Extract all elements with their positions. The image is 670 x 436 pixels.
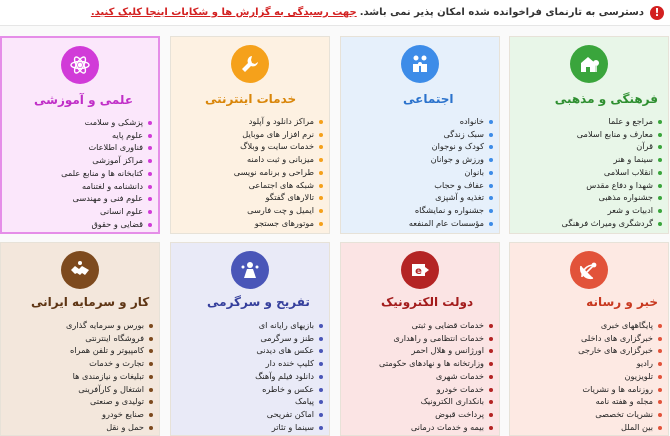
category-link[interactable]: مراجع و علما — [562, 115, 662, 128]
category-link[interactable]: خانواده — [409, 115, 493, 128]
category-links — [66, 319, 153, 433]
error-banner — [0, 0, 670, 26]
category-link[interactable]: طنز و سرگرمی — [255, 332, 323, 345]
handshake-icon — [61, 251, 99, 289]
category-link[interactable]: ورزش و جوانان — [409, 153, 493, 166]
category-link[interactable]: فروشگاه اینترنتی — [66, 332, 153, 345]
category-card-internet-services[interactable] — [170, 36, 330, 234]
category-links — [255, 319, 323, 433]
category-link[interactable]: خبرگزاری های خارجی — [578, 344, 662, 357]
category-link[interactable]: خدمات خودرو — [379, 383, 493, 396]
category-link[interactable]: جشنواره مذهبی — [562, 191, 662, 204]
category-title[interactable]: دولت الکترونیک — [381, 295, 474, 309]
category-link[interactable]: معارف و منابع اسلامی — [562, 128, 662, 141]
category-link[interactable]: تلویزیون — [578, 370, 662, 383]
family-icon — [401, 45, 439, 83]
category-card-science[interactable] — [0, 36, 160, 234]
category-link[interactable]: بانکداری الکترونیک — [379, 395, 493, 408]
category-link[interactable]: علوم پایه — [61, 129, 152, 142]
category-links — [578, 319, 662, 433]
category-links — [61, 116, 152, 230]
category-link[interactable]: خبرگزاری های داخلی — [578, 332, 662, 345]
category-link[interactable]: عفاف و حجاب — [409, 179, 493, 192]
entertainment-icon — [231, 251, 269, 289]
category-link[interactable]: بیمه و خدمات درمانی — [379, 421, 493, 434]
category-link[interactable]: خدمات شهری — [379, 370, 493, 383]
category-link[interactable]: صنایع خودرو — [66, 408, 153, 421]
category-link[interactable]: نرم افزار های موبایل — [234, 128, 323, 141]
category-link[interactable]: انقلاب اسلامی — [562, 166, 662, 179]
category-link[interactable]: کودک و نوجوان — [409, 140, 493, 153]
category-link[interactable]: بورس و سرمایه گذاری — [66, 319, 153, 332]
category-links — [234, 115, 323, 229]
category-link[interactable]: بانوان — [409, 166, 493, 179]
category-link[interactable]: اشتغال و کارآفرینی — [66, 383, 153, 396]
satellite-dish-icon — [570, 251, 608, 289]
category-link[interactable]: مراکز دانلود و آپلود — [234, 115, 323, 128]
category-title[interactable]: خبر و رسانه — [586, 295, 658, 309]
category-link[interactable]: حمل و نقل — [66, 421, 153, 434]
category-card-business[interactable] — [0, 242, 160, 436]
e-government-icon — [401, 251, 439, 289]
category-link[interactable]: طراحی و برنامه نویسی — [234, 166, 323, 179]
category-link[interactable]: اورژانس و هلال احمر — [379, 344, 493, 357]
category-links — [379, 319, 493, 433]
category-link[interactable]: خدمات انتظامی و راهداری — [379, 332, 493, 345]
category-link[interactable]: تالارهای گفتگو — [234, 191, 323, 204]
category-link[interactable]: تبلیغات و نیازمندی ها — [66, 370, 153, 383]
category-links — [409, 115, 493, 229]
atom-icon — [61, 46, 99, 84]
category-link[interactable]: وزارتخانه ها و نهادهای حکومتی — [379, 357, 493, 370]
category-title[interactable]: کار و سرمایه ایرانی — [31, 295, 150, 309]
wrench-icon — [231, 45, 269, 83]
category-link[interactable]: کلیپ خنده دار — [255, 357, 323, 370]
category-link[interactable]: ایمیل و چت فارسی — [234, 204, 323, 217]
category-link[interactable]: اماکن تفریحی — [255, 408, 323, 421]
category-link[interactable]: مراکز آموزشی — [61, 154, 152, 167]
category-link[interactable]: علوم فنی و مهندسی — [61, 192, 152, 205]
category-title[interactable]: اجتماعی — [403, 92, 454, 106]
category-link[interactable]: پزشکی و سلامت — [61, 116, 152, 129]
category-link[interactable]: سینما و هنر — [562, 153, 662, 166]
category-link[interactable]: خدمات سایت و وبلاگ — [234, 140, 323, 153]
category-link[interactable]: پیامک — [255, 395, 323, 408]
category-link[interactable]: رادیو — [578, 357, 662, 370]
category-link[interactable]: دانلود فیلم وآهنگ — [255, 370, 323, 383]
category-link[interactable]: موتورهای جستجو — [234, 217, 323, 230]
category-link[interactable]: قرآن — [562, 140, 662, 153]
category-link[interactable]: بین الملل — [578, 421, 662, 434]
category-link[interactable]: سبک زندگی — [409, 128, 493, 141]
category-link[interactable]: پرداخت قبوض — [379, 408, 493, 421]
category-link[interactable]: شهدا و دفاع مقدس — [562, 179, 662, 192]
category-card-entertainment[interactable] — [170, 242, 330, 436]
category-link[interactable]: قضایی و حقوق — [61, 218, 152, 231]
category-link[interactable]: شبکه های اجتماعی — [234, 179, 323, 192]
category-link[interactable]: علوم انسانی — [61, 205, 152, 218]
category-title[interactable]: خدمات اینترنتی — [205, 92, 297, 106]
category-link[interactable]: گردشگری ومیراث فرهنگی — [562, 217, 662, 230]
category-link[interactable]: عکس های دیدنی — [255, 344, 323, 357]
category-link[interactable]: خدمات قضایی و ثبتی — [379, 319, 493, 332]
category-link[interactable]: کامپیوتر و تلفن همراه — [66, 344, 153, 357]
category-link[interactable]: تجارت و خدمات — [66, 357, 153, 370]
category-title[interactable]: فرهنگی و مذهبی — [554, 92, 658, 106]
category-links — [562, 115, 662, 229]
category-link[interactable]: جشنواره و نمایشگاه — [409, 204, 493, 217]
warning-icon: ! — [650, 6, 664, 20]
category-link[interactable]: مجله و هفته نامه — [578, 395, 662, 408]
category-title[interactable]: علمی و آموزشی — [34, 93, 134, 107]
category-link[interactable]: مؤسسات عام المنفعه — [409, 217, 493, 230]
category-link[interactable]: پایگاههای خبری — [578, 319, 662, 332]
category-title[interactable]: تفریح و سرگرمی — [207, 295, 310, 309]
banner-text: دسترسی به تارنمای فراخوانده شده امکان پذیر نمی باشد. — [359, 7, 644, 18]
category-link[interactable]: روزنامه ها و نشریات — [578, 383, 662, 396]
category-card-culture[interactable] — [509, 36, 669, 234]
category-link[interactable]: میزبانی و ثبت دامنه — [234, 153, 323, 166]
house-tree-icon — [570, 45, 608, 83]
category-link[interactable]: سینما و تئاتر — [255, 421, 323, 434]
category-card-social[interactable] — [340, 36, 500, 234]
report-link[interactable]: جهت رسیدگی به گزارش ها و شکایات اینجا کلیک کنید. — [90, 7, 357, 18]
category-link[interactable]: تولیدی و صنعتی — [66, 395, 153, 408]
category-link[interactable]: بازیهای رایانه ای — [255, 319, 323, 332]
svg-text:e: e — [415, 266, 422, 277]
category-card-e-government[interactable] — [340, 242, 500, 436]
category-link[interactable]: عکس و خاطره — [255, 383, 323, 396]
category-link[interactable]: فناوری اطلاعات — [61, 141, 152, 154]
category-link[interactable]: دانشنامه و لغتنامه — [61, 180, 152, 193]
category-link[interactable]: ادبیات و شعر — [562, 204, 662, 217]
category-link[interactable]: تغذیه و آشپزی — [409, 191, 493, 204]
category-link[interactable]: کتابخانه ها و منابع علمی — [61, 167, 152, 180]
category-card-news-media[interactable] — [509, 242, 669, 436]
category-link[interactable]: نشریات تخصصی — [578, 408, 662, 421]
